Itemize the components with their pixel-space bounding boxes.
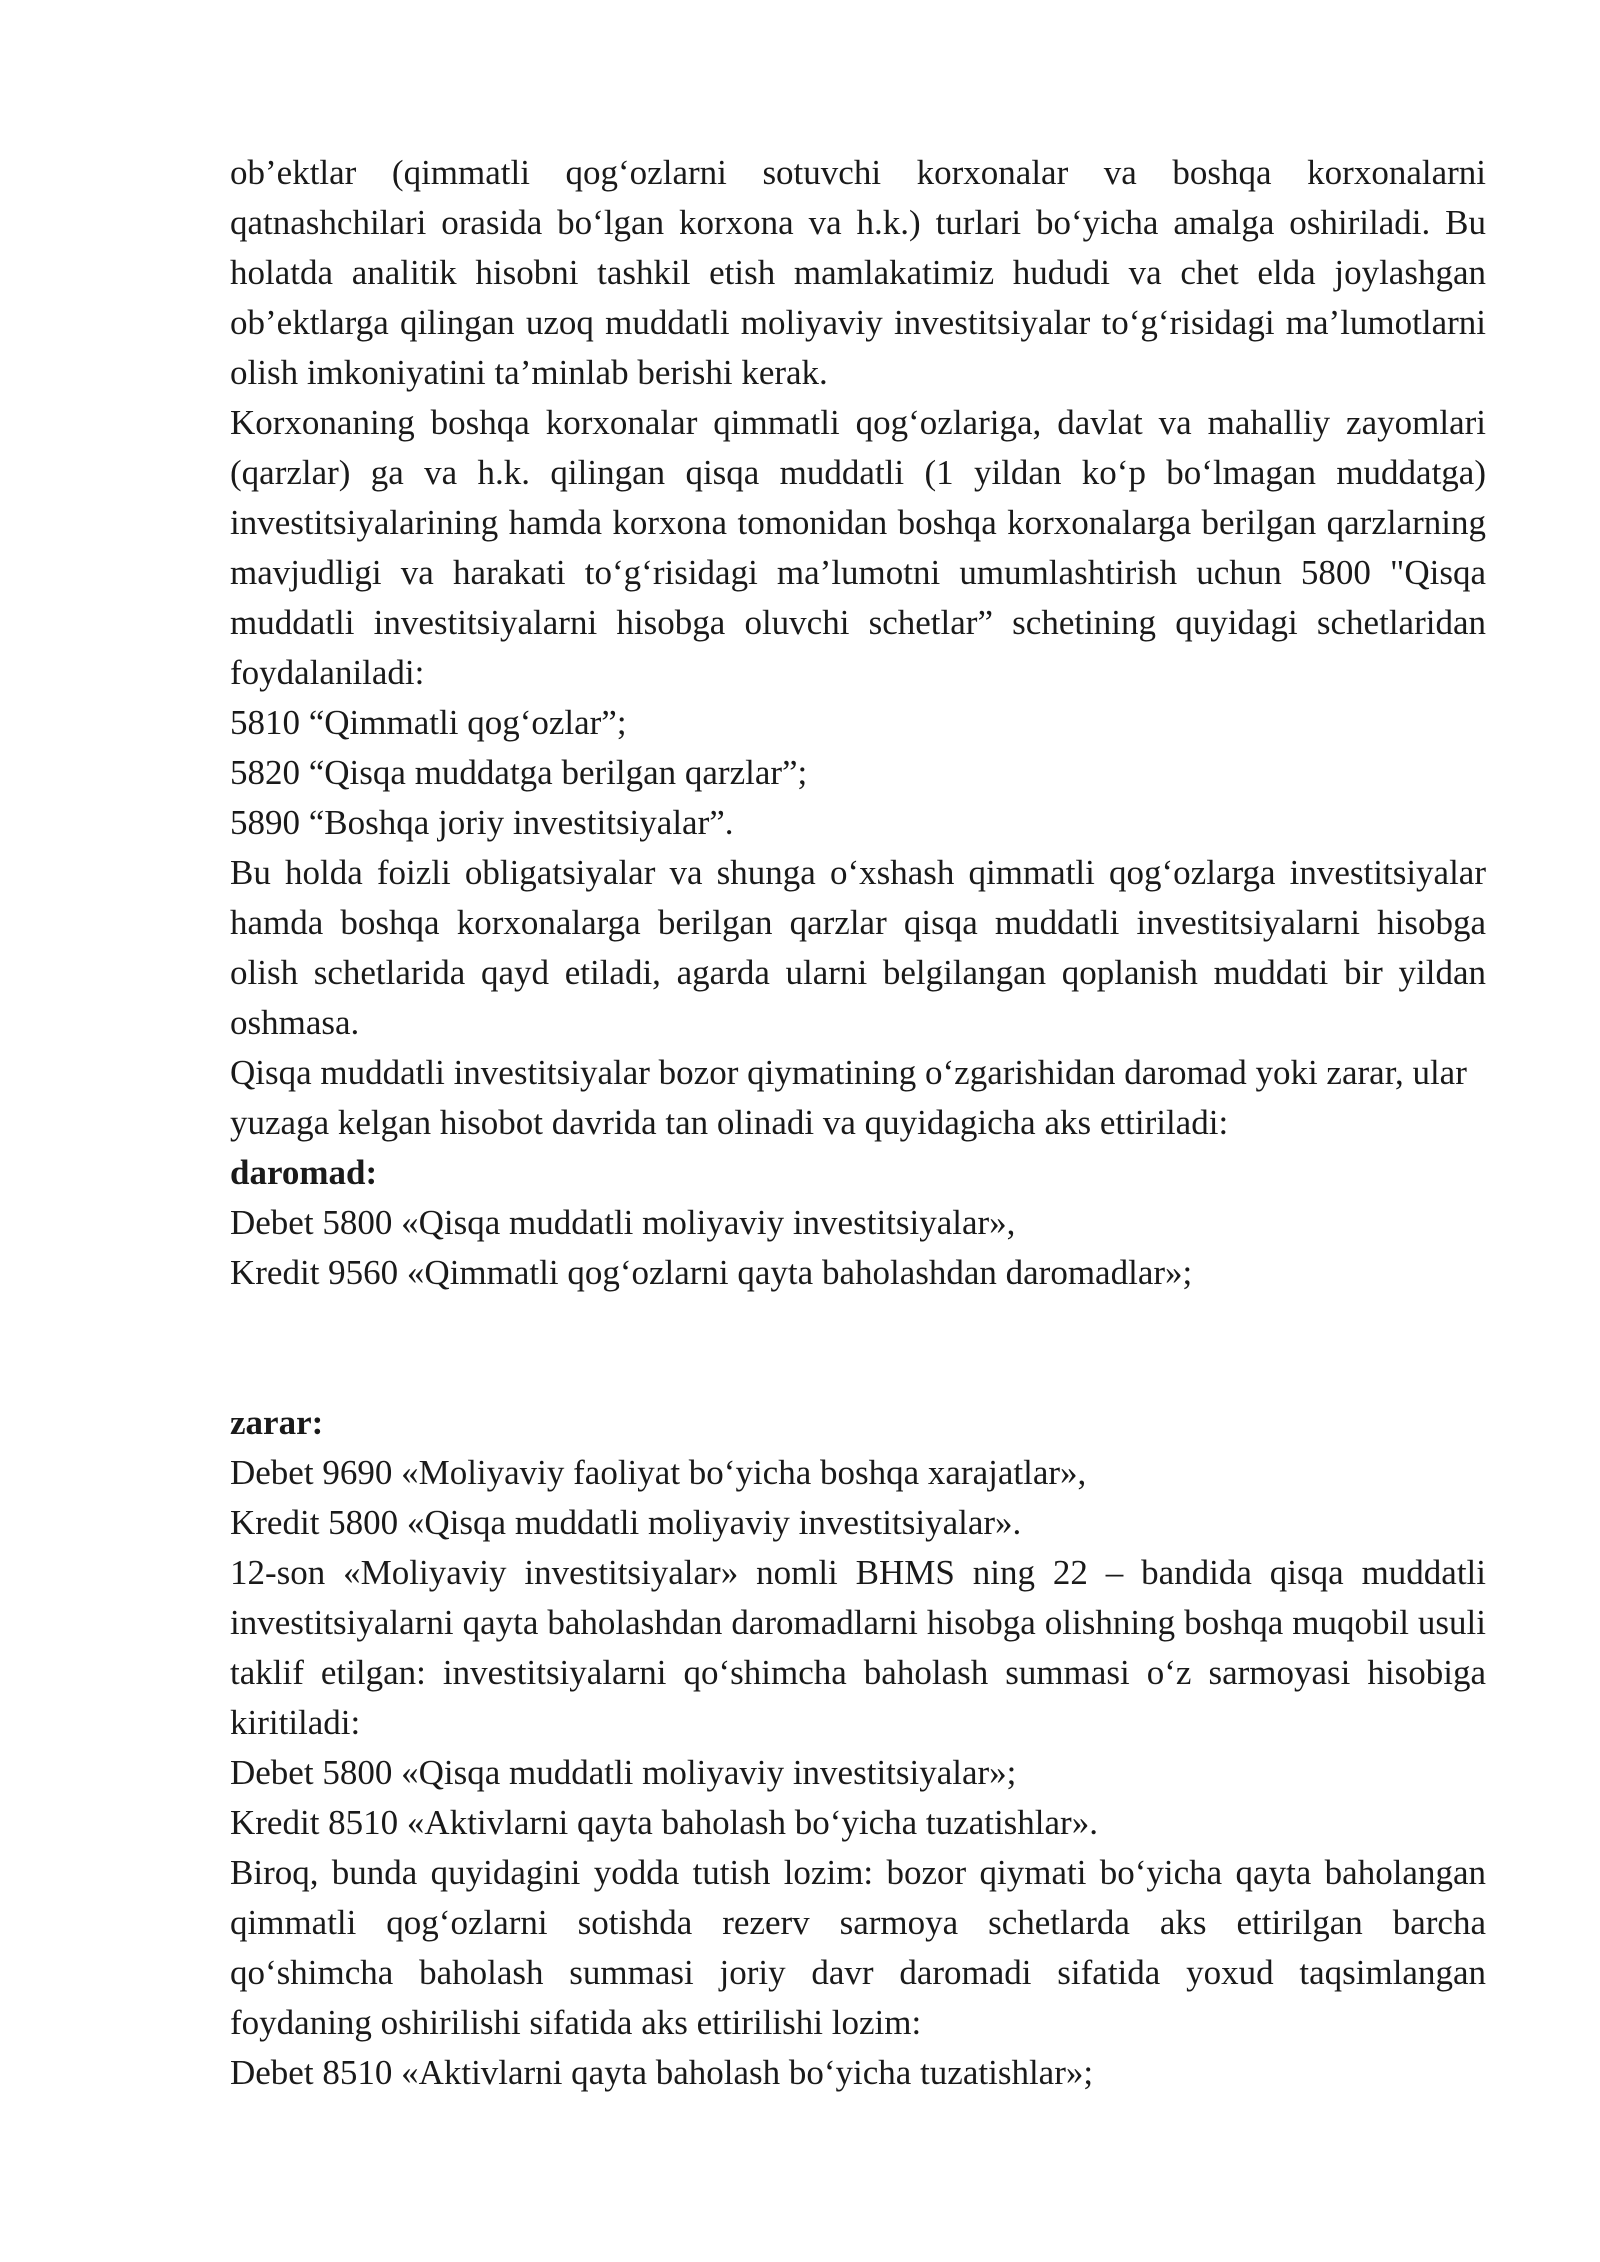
paragraph-short-term-investments: Korxonaning boshqa korxonalar qimmatli qog‘ozlariga, davlat va mahalliy zayomlari (qarzlar) ga va h.k. qilingan qisqa muddatli (1 yildan ko‘p bo‘lmagan muddatga) investitsiyalarining hamda korxona tomonidan boshqa korxonalarga berilgan qarzlarning mavjudligi va harakati to‘g‘risidagi ma’lumotni umumlashtirish uchun 5800 "Qisqa muddatli investitsiyalarni hisobga oluvchi schetlar” schetining quyidagi schetlaridan foydalaniladi: bbox=[230, 403, 1486, 692]
document-body bbox=[230, 148, 1486, 2098]
entry-credit-5800-loss: Kredit 5800 «Qisqa muddatli moliyaviy investitsiyalar». bbox=[230, 1503, 1022, 1542]
blank-space bbox=[230, 1298, 1486, 1398]
entry-credit-8510: Kredit 8510 «Aktivlarni qayta baholash bo‘yicha tuzatishlar». bbox=[230, 1803, 1098, 1842]
entry-debit-9690: Debet 9690 «Moliyaviy faoliyat bo‘yicha boshqa xarajatlar», bbox=[230, 1453, 1087, 1492]
account-line-5890: 5890 “Boshqa joriy investitsiyalar”. bbox=[230, 803, 734, 842]
entry-credit-9560: Kredit 9560 «Qimmatli qog‘ozlarni qayta baholashdan daromadlar»; bbox=[230, 1253, 1193, 1292]
paragraph-bonds-loans: Bu holda foizli obligatsiyalar va shunga o‘xshash qimmatli qog‘ozlarga investitsiyalar hamda boshqa korxonalarga berilgan qarzlar qisqa muddatli investitsiyalarni hisobga olish schetlarida qayd etiladi, agarda ularni belgilangan qoplanish muddati bir yildan oshmasa. bbox=[230, 853, 1486, 1042]
entry-debit-8510: Debet 8510 «Aktivlarni qayta baholash bo‘yicha tuzatishlar»; bbox=[230, 2053, 1094, 2092]
paragraph-however-note: Biroq, bunda quyidagini yodda tutish lozim: bozor qiymati bo‘yicha qayta baholangan qimmatli qog‘ozlarni sotishda rezerv sarmoya schetlarda aks ettirilgan barcha qo‘shimcha baholash summasi joriy davr daromadi sifatida yoxud taqsimlangan foydaning oshirilishi sifatida aks ettirilishi lozim: bbox=[230, 1853, 1486, 2042]
entry-debit-5800-income: Debet 5800 «Qisqa muddatli moliyaviy investitsiyalar», bbox=[230, 1203, 1016, 1242]
heading-loss: zarar: bbox=[230, 1403, 324, 1442]
heading-income: daromad: bbox=[230, 1153, 378, 1192]
account-line-5820: 5820 “Qisqa muddatga berilgan qarzlar”; bbox=[230, 753, 808, 792]
entry-debit-5800-revaluation: Debet 5800 «Qisqa muddatli moliyaviy investitsiyalar»; bbox=[230, 1753, 1017, 1792]
account-line-5810: 5810 “Qimmatli qog‘ozlar”; bbox=[230, 703, 627, 742]
paragraph-market-value-change: Qisqa muddatli investitsiyalar bozor qiymatining o‘zgarishidan daromad yoki zarar, ular yuzaga kelgan hisobot davrida tan olinadi va quyidagicha aks ettiriladi: bbox=[230, 1053, 1467, 1142]
paragraph-analytic-accounting: ob’ektlar (qimmatli qog‘ozlarni sotuvchi korxonalar va boshqa korxonalarni qatnashchilari orasida bo‘lgan korxona va h.k.) turlari bo‘yicha amalga oshiriladi. Bu holatda analitik hisobni tashkil etish mamlakatimiz hududi va chet elda joylashgan ob’ektlarga qilingan uzoq muddatli moliyaviy investitsiyalar to‘g‘risidagi ma’lumotlarni olish imkoniyatini ta’minlab berishi kerak. bbox=[230, 153, 1486, 392]
paragraph-bhms-standard: 12-son «Moliyaviy investitsiyalar» nomli BHMS ning 22 – bandida qisqa muddatli investitsiyalarni qayta baholashdan daromadlarni hisobga olishning boshqa muqobil usuli taklif etilgan: investitsiyalarni qo‘shimcha baholash summasi o‘z sarmoyasi hisobiga kiritiladi: bbox=[230, 1553, 1486, 1742]
